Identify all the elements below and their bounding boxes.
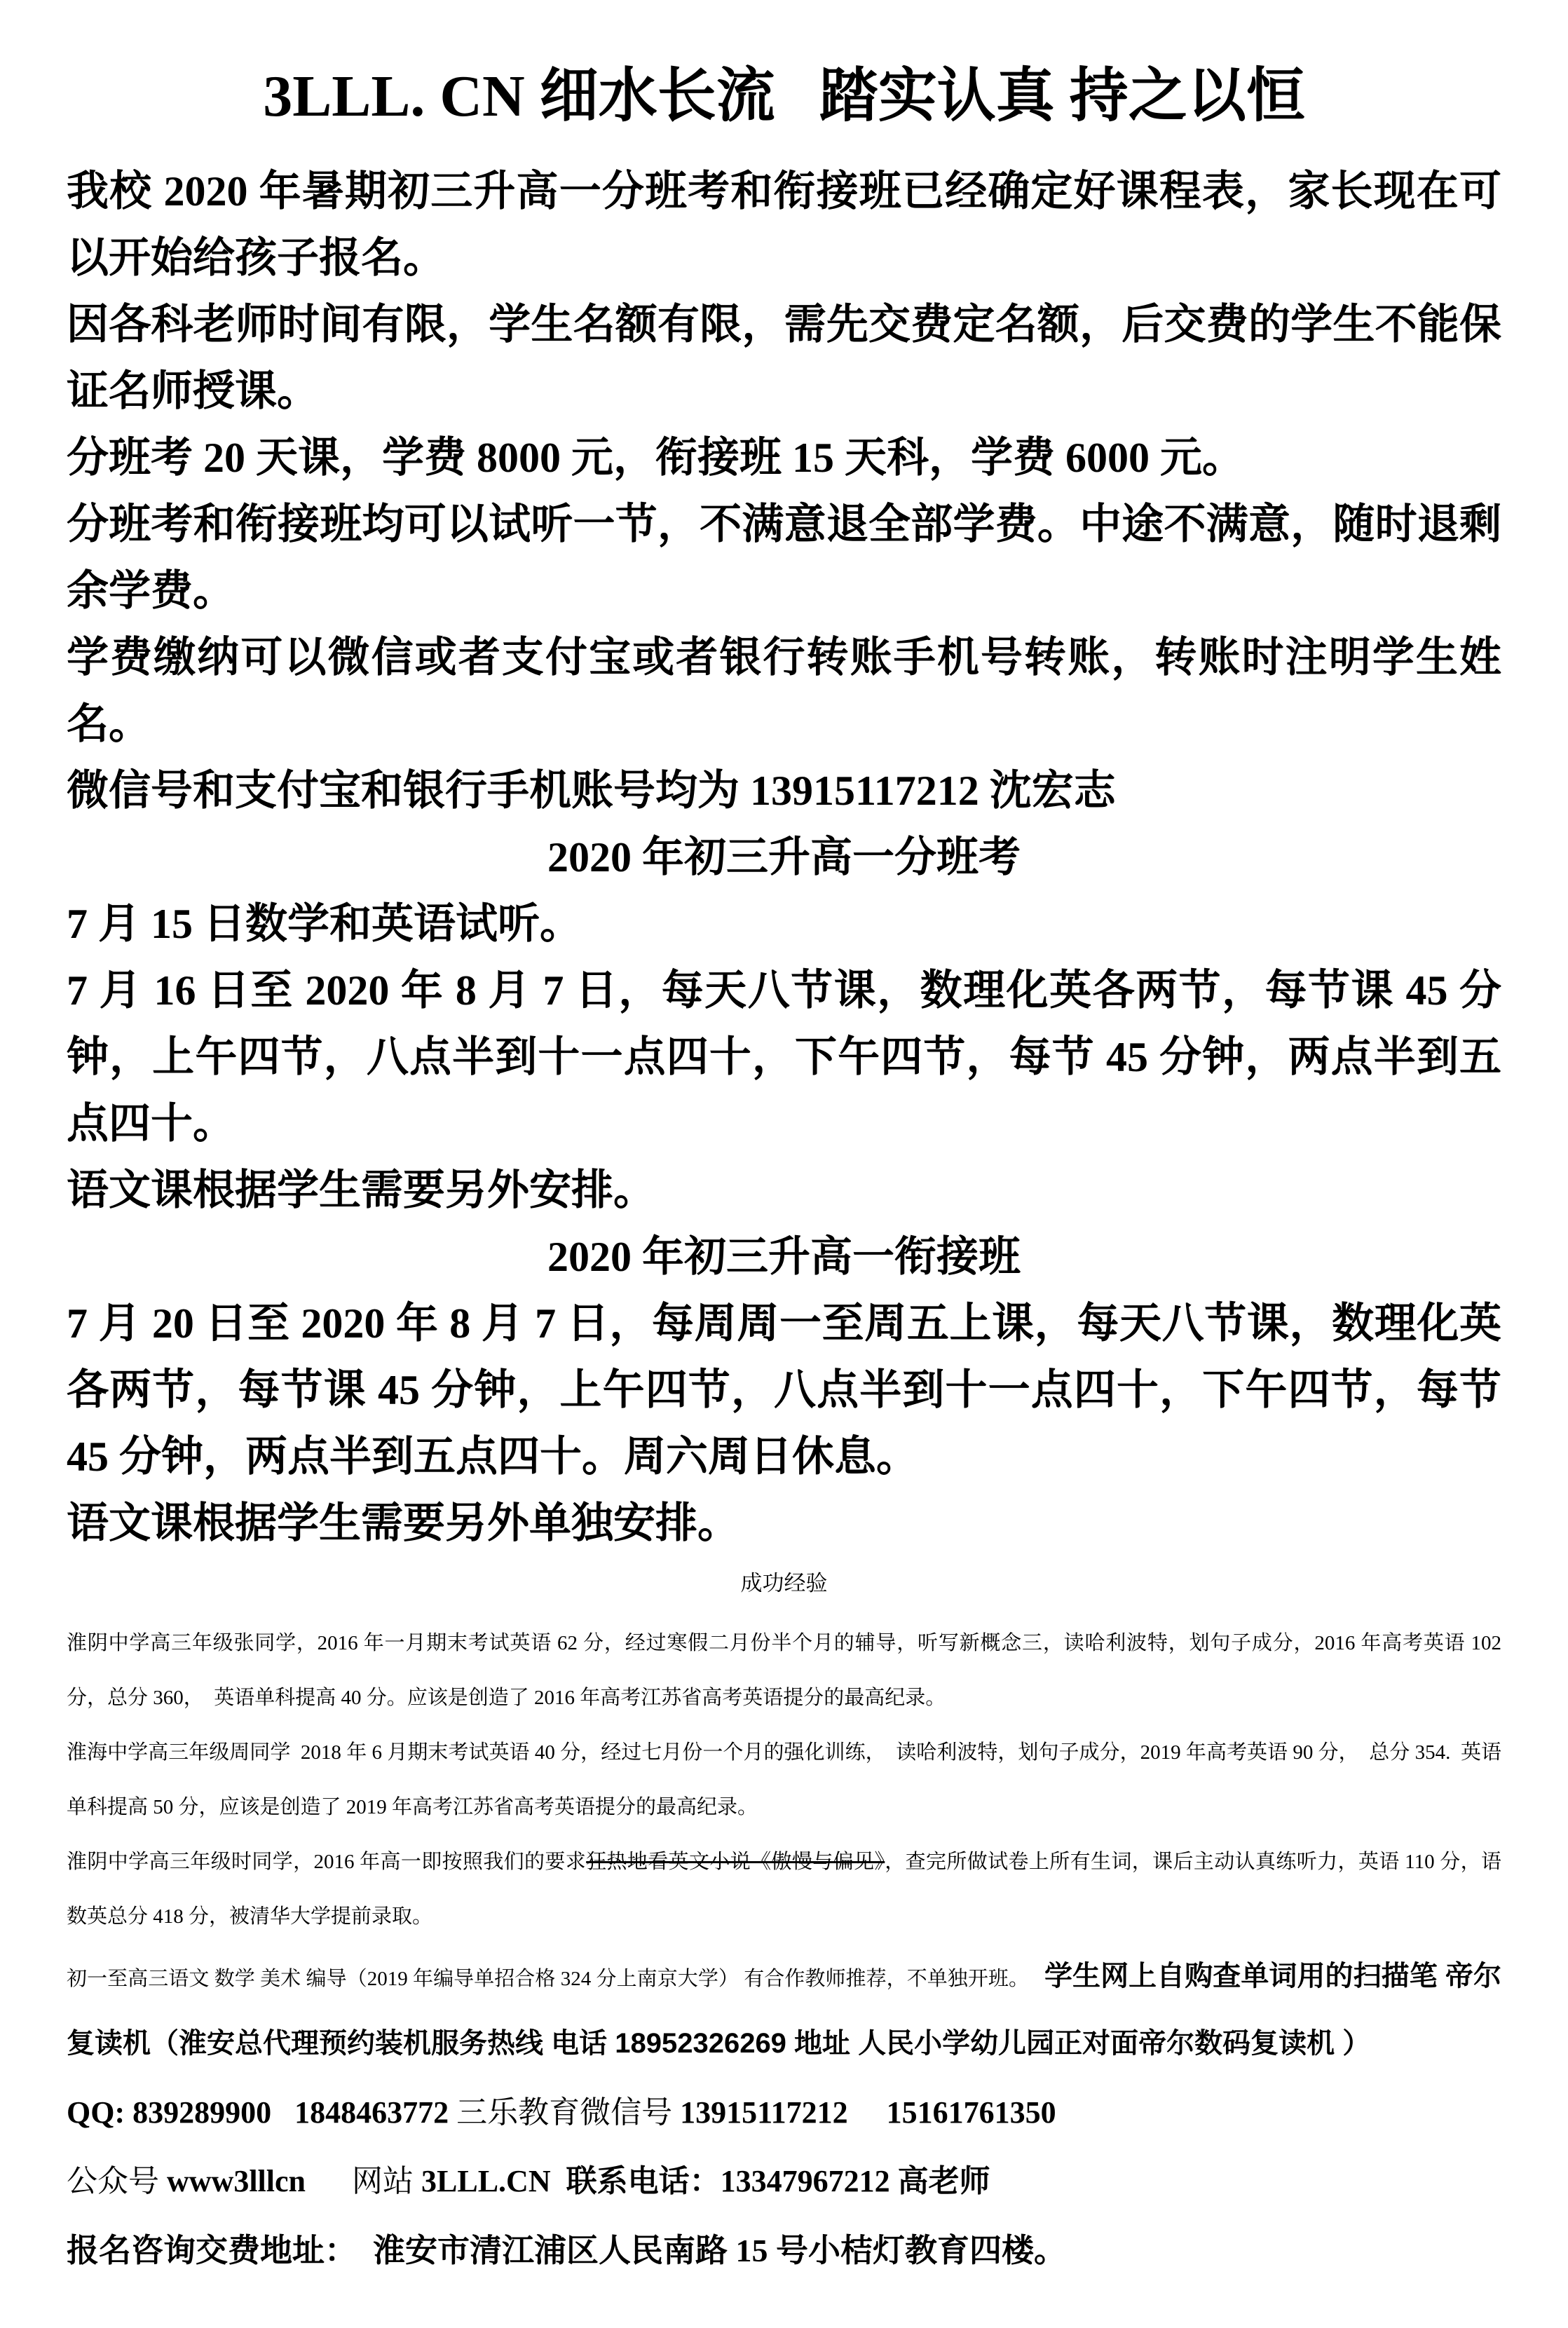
section-paragraph: 语文课根据学生需要另外单独安排。 (67, 1500, 739, 1546)
website-label: 网站 (306, 2164, 421, 2198)
intro-paragraph-payment-account: 微信号和支付宝和银行手机账号均为 13915117212 沈宏志 (67, 768, 1116, 814)
website-url: 3LLL.CN (421, 2164, 551, 2198)
section-heading-bridging-class: 2020 年初三升高一衔接班 (547, 1234, 1021, 1280)
courses-list-text: 初一至高三语文 数学 美术 编导（2019 年编导单招合格 324 分上南京大学） 有合作教师推荐，不单独开班。 (67, 1968, 1044, 1990)
success-story-paragraph: 淮海中学高三年级周同学 2018 年 6 月期末考试英语 40 分，经过七月份一个月的强化训练， 读哈利波特，划句子成分，2019 年高考英语 90 分， 总分 354. 英语单科提高 50 分，应该是创造了 2019 年高考江苏省高考英语提分的最高纪录。 (67, 1741, 1501, 1818)
intro-paragraph: 分班考 20 天课，学费 8000 元，衔接班 15 天科，学费 6000 元。 (67, 435, 1244, 481)
intro-paragraph: 分班考和衔接班均可以试听一节，不满意退全部学费。中途不满意，随时退剩余学费。 (67, 501, 1501, 614)
section-heading-placement-exam-class: 2020 年初三升高一分班考 (547, 834, 1021, 880)
section-paragraph: 7 月 20 日至 2020 年 8 月 7 日，每周周一至周五上课，每天八节课，数理化英各两节，每节课 45 分钟，上午四节，八点半到十一点四十，下午四节，每节 45 分钟，两点半到五点四十。周六周日休息。 (67, 1300, 1512, 1480)
page-title: 3LLL. CN 细水长流 踏实认真 持之以恒 (263, 64, 1305, 129)
success-story-text: 淮阴中学高三年级时同学，2016 年高一即按照我们的要求 (67, 1851, 587, 1873)
intro-paragraph: 学费缴纳可以微信或者支付宝或者银行转账手机号转账，转账时注明学生姓名。 (67, 634, 1501, 747)
section-paragraph: 7 月 15 日数学和英语试听。 (67, 901, 582, 947)
section-paragraph: 语文课根据学生需要另外安排。 (67, 1167, 655, 1213)
success-story-paragraph (67, 1835, 1501, 1944)
scanner-pen-repeater-text: 学生网上自购查单词用的扫描笔 帝尔复读机（淮安总代理预约装机服务热线 电话 18952326269 地址 人民小学幼儿园正对面帝尔数码复读机 ） (67, 1961, 1501, 2059)
intro-paragraph: 因各科老师时间有限，学生名额有限，需先交费定名额，后交费的学生不能保证名师授课。 (67, 301, 1501, 414)
qq-wechat-line (67, 2078, 1501, 2147)
official-account-website-line (67, 2147, 1501, 2216)
contact-phone: 联系电话：13347967212 高老师 (550, 2164, 990, 2198)
official-account-label: 公众号 (67, 2164, 167, 2198)
qq-numbers: QQ: 839289900 1848463772 (67, 2095, 457, 2130)
intro-paragraph: 我校 2020 年暑期初三升高一分班考和衔接班已经确定好课程表，家长现在可以开始给孩子报名。 (67, 168, 1501, 281)
wechat-label: 三乐教育微信号 (456, 2095, 673, 2130)
success-stories-heading: 成功经验 (740, 1571, 828, 1595)
success-story-text: ，查完所做试卷上所有生词，课后主动认真练听力，英语 110 分，语数英总分 418 分，被清华大学提前录取。 (67, 1851, 1501, 1928)
section-paragraph: 7 月 16 日至 2020 年 8 月 7 日，每天八节课，数理化英各两节，每节课 45 分钟，上午四节，八点半到十一点四十，下午四节，每节 45 分钟，两点半到五点四十。 (67, 967, 1501, 1147)
wechat-numbers: 13915117212 15161761350 (672, 2095, 1056, 2130)
strikethrough-text: 狂热地看英文小说《傲慢与偏见》 (586, 1851, 885, 1873)
registration-address-line: 报名咨询交费地址： 淮安市清江浦区人民南路 15 号小桔灯教育四楼。 (67, 2233, 1066, 2268)
courses-and-products-paragraph (67, 1944, 1501, 2078)
success-story-paragraph: 淮阴中学高三年级张同学，2016 年一月期末考试英语 62 分，经过寒假二月份半个月的辅导，听写新概念三，读哈利波特，划句子成分，2016 年高考英语 102 分，总分 360， 英语单科提高 40 分。应该是创造了 2016 年高考江苏省高考英语提分的最高纪录。 (67, 1632, 1507, 1709)
official-account-id: www3lllcn (167, 2164, 306, 2198)
